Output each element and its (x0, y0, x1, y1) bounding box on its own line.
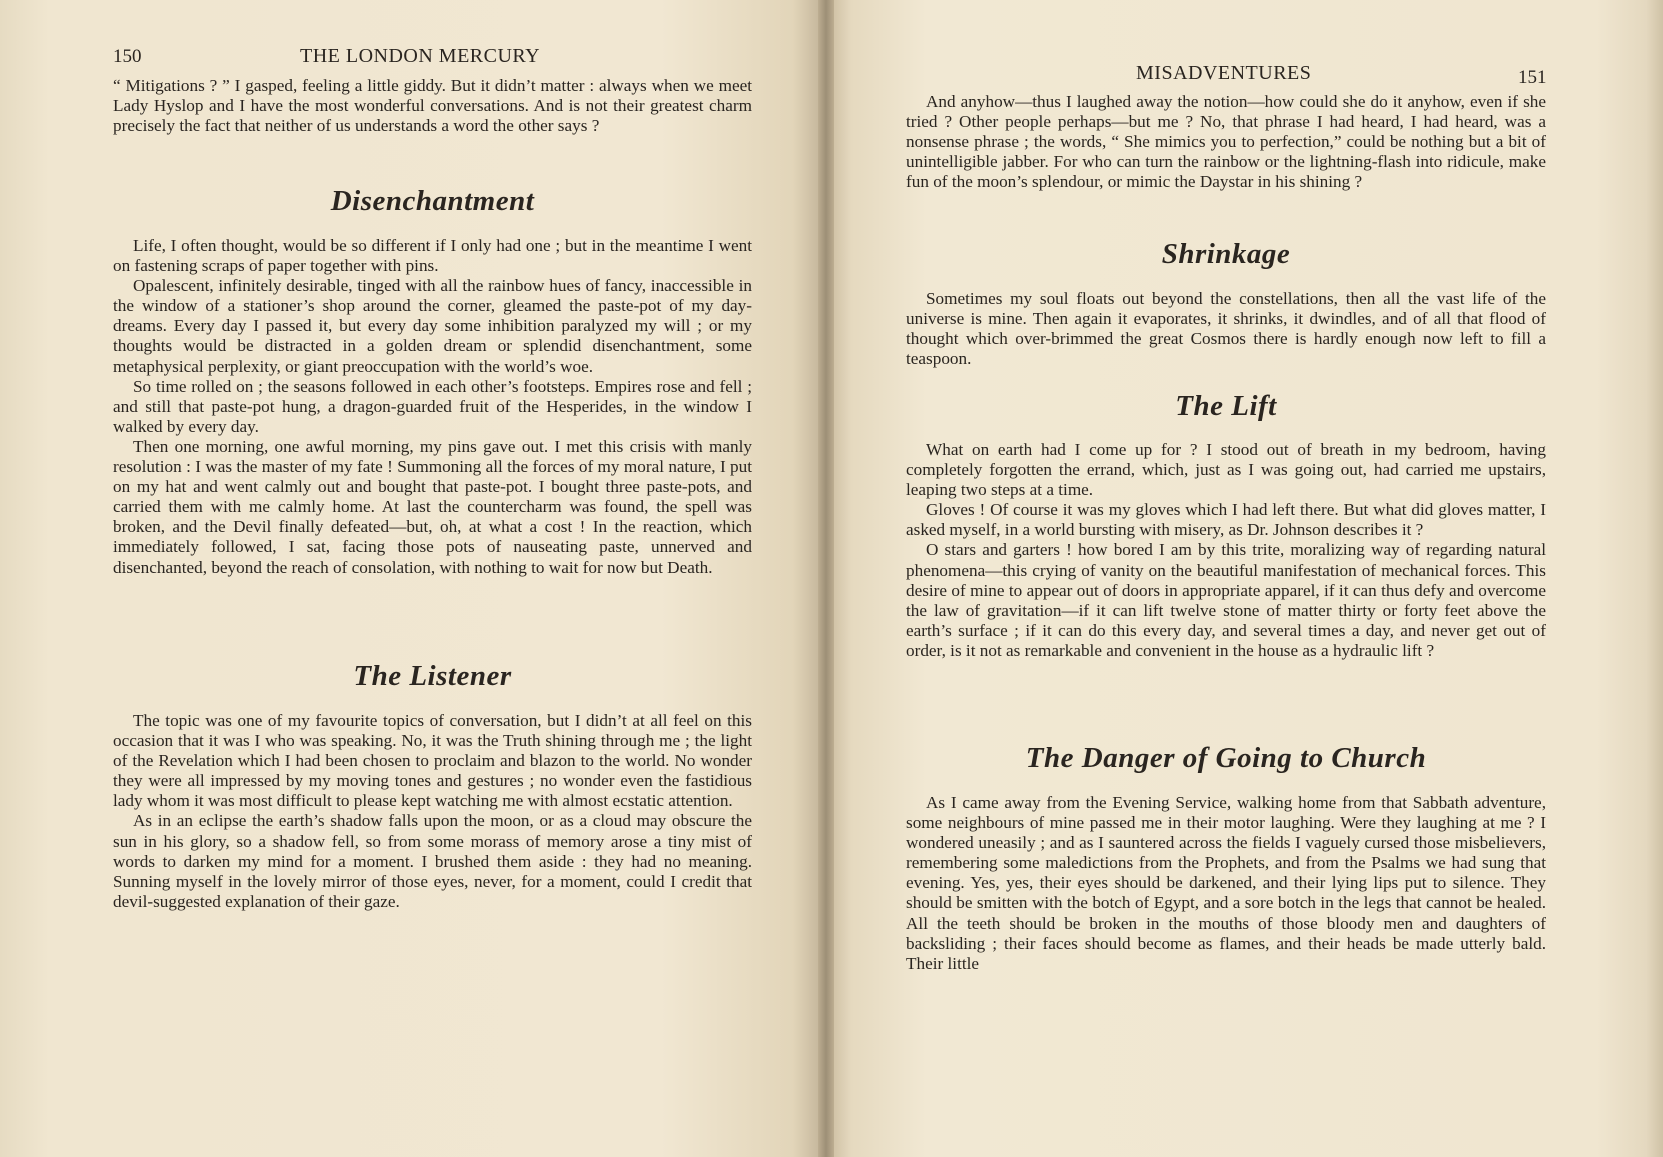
section-heading: The Listener (353, 660, 512, 692)
opening-text (906, 92, 1546, 192)
section-heading: The Lift (1175, 390, 1277, 422)
section-heading: The Danger of Going to Church (1025, 742, 1427, 774)
section-body (113, 711, 752, 912)
section-heading: Disenchantment (330, 185, 535, 217)
paragraph: Life, I often thought, would be so different if I only had one ; but in the meantime I went on fastening scraps of paper together with pins. (113, 236, 752, 276)
section-heading: Shrinkage (1161, 238, 1291, 270)
opening-text (113, 76, 752, 136)
running-head: THE LONDON MERCURY (300, 45, 541, 67)
paragraph: As I came away from the Evening Service, walking home from that Sabbath adventure, some neighbours of mine passed me in their motor laughing. Were they laughing at me ? I wondered uneasily ; and as I sauntered across the fields I vaguely cursed those misbelievers, remembering some maledictions from the Prophets, and from the Psalms we had sung that evening. Yes, yes, their eyes should be darkened, and their lying lips put to silence. They should be smitten with the botch of Egypt, and a sore botch in the legs that cannot be healed. All the teeth should be broken in the mouths of those bloody men and daughters of backsliding ; their faces should become as flames, and their heads be made utterly bald. Their little (906, 793, 1546, 973)
paragraph: Gloves ! Of course it was my gloves which I had left there. But what did gloves matter, I asked myself, in a world bursting with misery, as Dr. Johnson describes it ? (906, 500, 1546, 540)
paragraph: And anyhow—thus I laughed away the notion—how could she do it anyhow, even if she tried ? Other people perhaps—but me ? No, that phrase I had heard, I had heard, was a nonsense phrase ; the words, “ She mimics you to perfection,” could be nothing but a bit of unintelligible jabber. For who can turn the rainbow or the lightning-flash into ridicule, make fun of the moon’s splendour, or mimic the Daystar in his shining ? (906, 92, 1546, 192)
left-page (0, 0, 826, 1157)
section-body (906, 440, 1546, 661)
running-head: MISADVENTURES (1136, 62, 1312, 84)
paragraph: What on earth had I come up for ? I stood out of breath in my bedroom, having completely forgotten the errand, which, just as I was going out, had carried me upstairs, leaping two steps at a time. (906, 440, 1546, 500)
section-body (906, 793, 1546, 974)
book-gutter (818, 0, 834, 1157)
paragraph: “ Mitigations ? ” I gasped, feeling a little giddy. But it didn’t matter : always when we meet Lady Hyslop and I have the most wonderful conversations. And is not their greatest charm precisely the fact that neither of us understands a word the other says ? (113, 76, 752, 136)
paragraph: The topic was one of my favourite topics of conversation, but I didn’t at all feel on this occasion that it was I who was speaking. No, it was the Truth shining through me ; the light of the Revelation which I had been chosen to proclaim and blazon to the world. No wonder they were all impressed by my moving tones and gestures ; no wonder even the fastidious lady whom it was most difficult to please kept watching me with almost ecstatic attention. (113, 711, 752, 811)
paragraph: O stars and garters ! how bored I am by this trite, moralizing way of regarding natural phenomena—this crying of vanity on the beautiful manifestation of mechanical forces. This desire of mine to appear out of doors in appropriate apparel, if it can thus defy and overcome the law of gravitation—if it can lift twelve stone of matter thirty or forty feet above the earth’s surface ; if it can do this every day, and several times a day, and never get out of order, is it not as remarkable and convenient in the house as a hydraulic lift ? (906, 540, 1546, 660)
paragraph: Sometimes my soul floats out beyond the constellations, then all the vast life of the universe is mine. Then again it evaporates, it shrinks, it dwindles, and of all that flood of thought which over-brimmed the great Cosmos there is hardly enough now left to fill a teaspoon. (906, 289, 1546, 369)
section-body (113, 236, 752, 578)
page-number: 150 (113, 46, 142, 67)
page-number: 151 (1518, 67, 1547, 88)
section-body (906, 289, 1546, 369)
paragraph: Then one morning, one awful morning, my pins gave out. I met this crisis with manly resolution : I was the master of my fate ! Summoning all the forces of my moral nature, I put on my hat and went calmly out and bought that paste-pot. I bought three paste-pots, and carried them with me calmly home. At last the countercharm was found, the spell was broken, and the Devil finally defeated—but, oh, at what a cost ! In the reaction, which immediately followed, I sat, facing those pots of nauseating paste, unnerved and disenchanted, beyond the reach of consolation, with nothing to wait for now but Death. (113, 436, 752, 577)
right-page (826, 0, 1663, 1157)
paragraph: As in an eclipse the earth’s shadow falls upon the moon, or as a cloud may obscure the sun in his glory, so a shadow fell, so from some morass of memory arose a tiny mist of words to darken my mind for a moment. I brushed them aside : they had no meaning. Sunning myself in the lovely mirror of those eyes, never, for a moment, could I credit that devil-suggested explanation of their gaze. (113, 811, 752, 911)
paragraph: Opalescent, infinitely desirable, tinged with all the rainbow hues of fancy, inaccessible in the window of a stationer’s shop around the corner, gleamed the paste-pot of my day-dreams. Every day I passed it, but every day some inhibition paralyzed my will ; or my thoughts would be distracted in a golden dream or splendid disenchantment, some metaphysical perplexity, or giant preoccupation with the world’s woe. (113, 276, 752, 376)
paragraph: So time rolled on ; the seasons followed in each other’s footsteps. Empires rose and fell ; and still that paste-pot hung, a dragon-guarded fruit of the Hesperides, in the window I walked by every day. (113, 376, 752, 436)
